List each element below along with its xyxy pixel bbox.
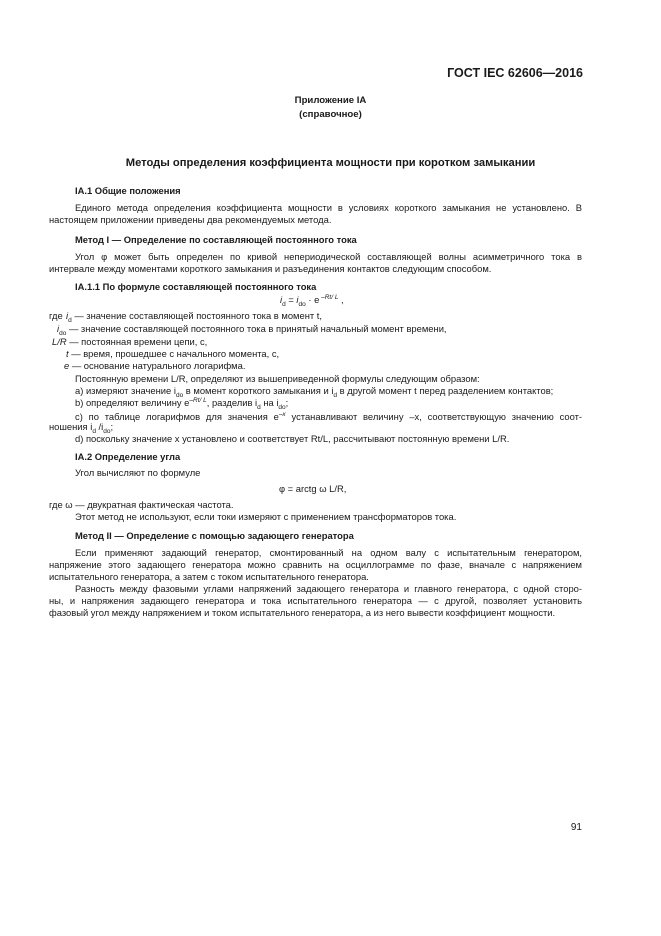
paragraph: Этот метод не используют, если токи измеряют с применением трансформаторов тока. xyxy=(75,511,457,522)
text: b) определяют величину e xyxy=(75,397,190,409)
definition-text: — основание натурального логарифма. xyxy=(71,360,246,371)
text: Если применяют задающий генератор, смонтированный на одном валу с испытательным генератором, xyxy=(75,547,582,558)
paragraph: Угол вычисляют по формуле xyxy=(75,467,201,478)
sub: d xyxy=(68,316,72,324)
text: с) по таблице логарифмов для значения e xyxy=(75,411,279,423)
text: Единого метода определения коэффициента мощности в условиях короткого замыкания не установлено. В xyxy=(75,202,582,213)
text: ; xyxy=(110,421,114,432)
text: напряжение этого задающего генератора можно сравнить на осциллограмме по фазе, вначале с напряжением xyxy=(49,559,582,570)
definition-row xyxy=(66,348,279,359)
sub: do xyxy=(59,329,67,337)
paragraph-line xyxy=(49,202,582,214)
symbol: i xyxy=(57,323,60,334)
sub: do xyxy=(278,404,286,411)
sub: do xyxy=(103,427,111,435)
paragraph-line xyxy=(49,251,582,263)
method-heading: Метод II — Определение с помощью задающего генератора xyxy=(75,530,354,541)
text: , xyxy=(338,294,344,306)
where-label: где xyxy=(49,310,63,321)
definition-text: — время, прошедшее с начального момента, с, xyxy=(71,348,280,359)
symbol: t xyxy=(66,348,69,359)
text: · e xyxy=(305,294,320,306)
definition-row xyxy=(66,310,322,324)
paragraph-line: настоящем приложении приведены два рекомендуемых метода. xyxy=(49,214,332,225)
text: ны, и напряжения задающего генератора и тока испытательного генератора — с другой, позволяет установить xyxy=(49,595,582,606)
section-heading: IA.1 Общие положения xyxy=(75,185,181,196)
text: /i xyxy=(95,421,104,432)
sup: –Rt/ L xyxy=(189,397,207,404)
text: Разность между фазовыми углами напряжений задающего генератора и главного генератора, с одной сторо- xyxy=(75,583,582,594)
text: а) измеряют значение i xyxy=(75,385,176,396)
text: Угол φ может быть определен по кривой непериодической составляющей волны асимметричного тока в xyxy=(75,251,582,262)
appendix-subtitle: (справочное) xyxy=(299,109,362,120)
text: ношения i xyxy=(49,421,93,432)
formula-dc-component xyxy=(280,294,344,308)
definition-row xyxy=(64,360,245,371)
main-title: Методы определения коэффициента мощности при коротком замыкании xyxy=(125,157,536,169)
formula-angle: φ = arctg ω L/R, xyxy=(279,483,347,494)
step-d: d) поскольку значение x установлено и соответствует Rt/L, рассчитывают постоянную времени L/R. xyxy=(75,433,510,444)
sup: –x xyxy=(278,411,286,418)
sub: d xyxy=(257,404,261,411)
sub: do xyxy=(175,391,184,399)
subsection-heading: IA.1.1 По формуле составляющей постоянного тока xyxy=(75,281,317,292)
text: , разделив i xyxy=(206,397,258,409)
paragraph-line: испытательного генератора, а затем с током испытательного генератора. xyxy=(49,571,369,582)
formula-ido: i xyxy=(296,294,299,306)
sub: do xyxy=(298,301,306,308)
definition-row: где ω — двукратная фактическая частота. xyxy=(49,499,234,510)
paragraph-line xyxy=(49,595,582,607)
symbol: e xyxy=(64,360,70,371)
text: в другой момент t перед разделением контактов; xyxy=(337,385,554,396)
method-heading: Метод I — Определение по составляющей постоянного тока xyxy=(75,234,357,245)
definition-text: — значение составляющей постоянного тока в момент t, xyxy=(74,310,322,321)
section-heading: IA.2 Определение угла xyxy=(75,451,181,462)
symbol: i xyxy=(66,310,69,321)
text: = xyxy=(285,294,297,306)
definition-row xyxy=(52,336,207,347)
method-intro: Постоянную времени L/R, определяют из вышеприведенной формулы следующим образом: xyxy=(75,373,480,384)
text: на i xyxy=(260,397,279,409)
definition-row xyxy=(57,323,447,337)
text: в момент короткого замыкания и i xyxy=(183,385,334,396)
standard-designation: ГОСТ IEC 62606—2016 xyxy=(447,66,583,80)
text: устанавливают величину –x, соответствующую значению соот- xyxy=(285,411,582,423)
sub: d xyxy=(92,427,96,435)
page-number: 91 xyxy=(570,822,582,833)
text: ; xyxy=(285,397,289,409)
sub: d xyxy=(282,301,286,308)
paragraph-line xyxy=(49,547,582,559)
sub: d xyxy=(333,391,338,399)
paragraph-line xyxy=(49,559,582,571)
symbol: L/R xyxy=(52,336,67,347)
formula-id: i xyxy=(280,294,283,306)
sup: –Rt/ L xyxy=(319,294,339,301)
appendix-title: Приложение IA xyxy=(294,95,367,106)
paragraph-line: интервале между моментами короткого замыкания и разъединения контактов следующим способом. xyxy=(49,263,492,274)
definition-text: — значение составляющей постоянного тока в принятый начальный момент времени, xyxy=(68,323,447,334)
paragraph-line: фазовый угол между напряжением и током испытательного генератора, а из него вывести коэффициент мощности. xyxy=(49,607,556,618)
definition-text: — постоянная времени цепи, с, xyxy=(69,336,208,347)
paragraph-line xyxy=(49,583,582,595)
